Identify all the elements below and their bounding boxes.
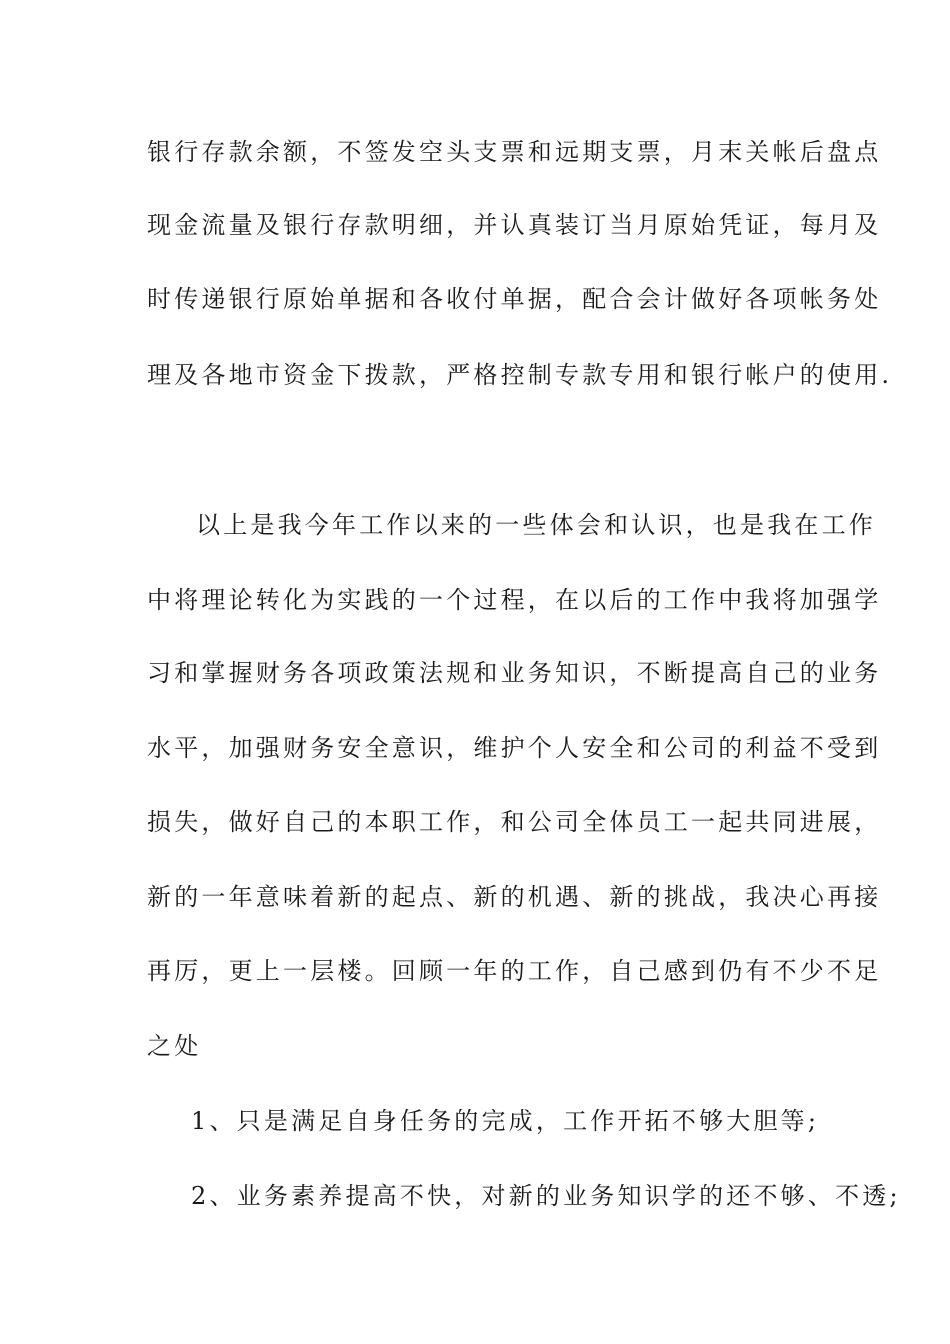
- paragraph-line: 时传递银行原始单据和各收付单据，配合会计做好各项帐务处: [147, 285, 882, 313]
- paragraph-line: 银行存款余额，不签发空头支票和远期支票，月末关帐后盘点: [147, 138, 882, 166]
- paragraph-line: 习和掌握财务各项政策法规和业务知识，不断提高自己的业务: [147, 659, 882, 687]
- paragraph-line: 损失，做好自己的本职工作，和公司全体员工一起共同进展，: [147, 808, 882, 836]
- list-item: 2、业务素养提高不快，对新的业务知识学的还不够、不透;: [191, 1182, 901, 1210]
- list-item: 1、只是满足自身任务的完成，工作开拓不够大胆等;: [191, 1107, 820, 1135]
- paragraph-line: 中将理论转化为实践的一个过程，在以后的工作中我将加强学: [147, 586, 882, 614]
- paragraph-line: 再厉，更上一层楼。回顾一年的工作，自己感到仍有不少不足: [147, 957, 882, 985]
- paragraph-line: 现金流量及银行存款明细，并认真装订当月原始凭证，每月及: [147, 211, 882, 239]
- paragraph-line: 水平，加强财务安全意识，维护个人安全和公司的利益不受到: [147, 734, 882, 762]
- paragraph-line: 理及各地市资金下拨款，严格控制专款专用和银行帐户的使用.: [147, 361, 893, 389]
- paragraph-line: 之处: [147, 1032, 202, 1060]
- paragraph-line: 新的一年意味着新的起点、新的机遇、新的挑战，我决心再接: [147, 883, 882, 911]
- paragraph-line: 以上是我今年工作以来的一些体会和认识，也是我在工作: [196, 511, 876, 539]
